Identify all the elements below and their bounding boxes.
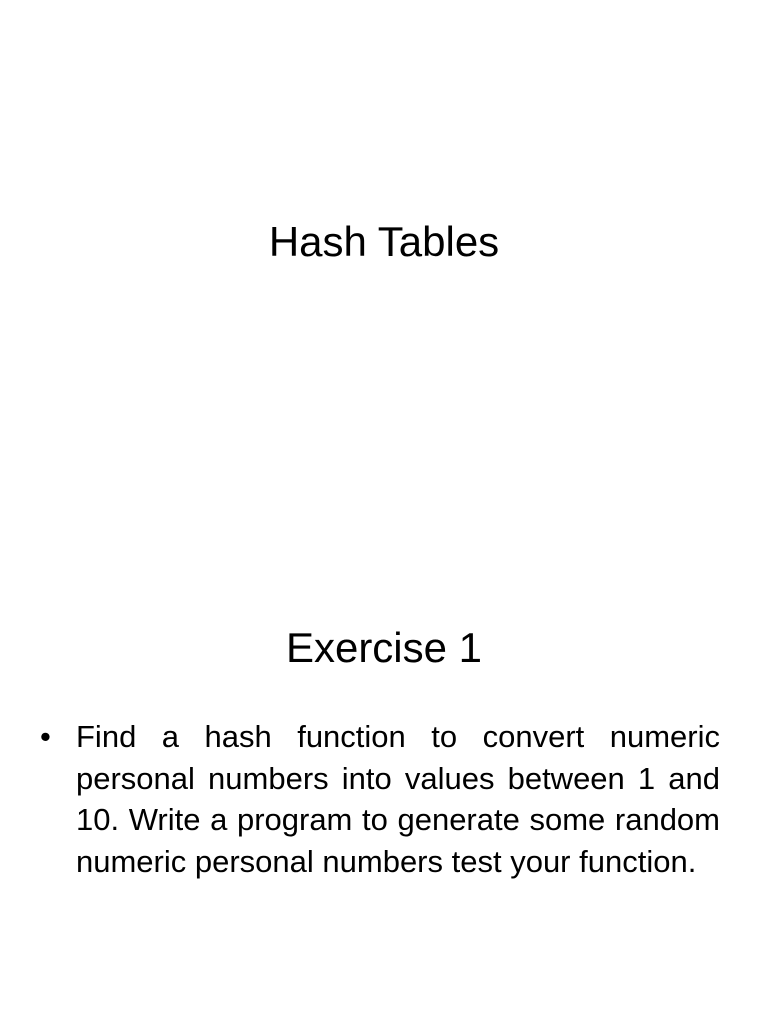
exercise-title: Exercise 1 [285, 624, 483, 671]
bullet-list [40, 716, 720, 882]
bullet-icon: • [40, 719, 51, 754]
bullet-text: Find a hash function to convert numeric personal numbers into values between 1 and 10. Write a program to generate some random numeric personal numbers test your function. [76, 719, 720, 879]
slide-title: Hash Tables [268, 218, 500, 265]
bullet-item [40, 716, 720, 882]
slide-exercise-1 [0, 512, 768, 1024]
